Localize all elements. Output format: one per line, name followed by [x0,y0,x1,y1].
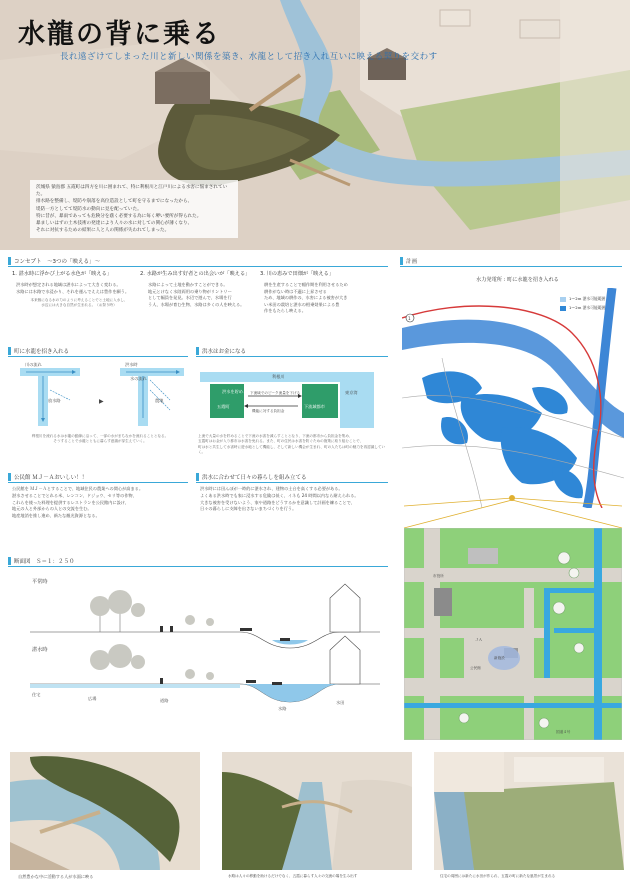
blog-heading: 公民館 ＭＪ－Ａおいしい！！ [8,472,87,481]
legend-item-1: 1～2ｍ 湛水可能範囲 [560,305,605,311]
living-heading: 洪水に合わせて日々の暮らしを組み立てる [196,472,307,481]
flood-label: 湛水時 [32,647,48,653]
river-diagram-heading: 町に水龍を招き入れる [8,346,69,355]
zoom-connector [402,500,624,530]
blog-rule [8,482,188,483]
flood-sea-label: 東京湾 [345,390,358,395]
concept-3-body: 耕を生産することで稲作期を利用させるため 耕作がない時は不適に上昇させる ため、地域の耕作の、水害による被害が大き い米田の栽培と湛水の相乗効果による豊 作をもたらし映える。 [264,282,348,314]
photo-caption-2: 水路は人々の移動を助けるだけでなく、五霞に暮らす人々の交流の場を生み出す [228,874,358,878]
flood-flow-label-0: 洪水を貯める [222,389,248,394]
concept-2-label: 2. 水路が生み出す好者との出会いが「映える」 [140,271,251,277]
map-marker: 1 [408,316,411,321]
hero-photo [0,0,630,250]
river-label-1: 洪水時 [125,362,138,367]
flood-diagram [200,366,386,428]
map-heading: 計画 [400,256,417,265]
detail-label-3: 公民館 [470,666,481,670]
photo-2 [222,752,412,870]
river-label-0: 川の流れ [25,362,42,367]
flood-diagram-heading: 洪水はお金になる [196,346,246,355]
detail-label-1: ＪＡ [475,638,483,642]
legend-item-0: 1～2ｍ 湛水可能範囲 [560,296,605,302]
concept-1-body: 洪水時が想定される地域は湛水によって大きく変わる。 水路には水路で水浸かり、それを運んでええは豊作を願う。 [16,282,130,294]
concept-3-label: 3. 川の恵みで田畑が「映える」 [260,271,335,277]
flood-flow-label-2: 機能に対する負担金 [252,409,285,413]
living-rule [196,482,388,483]
flood-section [30,636,380,702]
flood-town-label: 五霞町 [217,404,230,409]
normal-label: 平常時 [32,579,48,585]
section-bottom-2: 道路 [160,698,169,703]
detail-label-4: 国道４号 [556,730,571,734]
living-body: 洪水時には田んぼが一時的に湛水され、建物の土台を高くする必要がある。 よくある洪水時でも家に浸水する危険は低く、イネも 24 時間以内なら耐えられる。 大きな被害を受けないよう、家や道路をどうするかを意識して計画を練ることで、 日々の暮らしに支障を出さないまちづくりを行う。 [200,486,359,512]
flood-diagram-rule [196,356,388,357]
river-diagram-caption: 利根川を流れる水は水龍の動線に沿って、一部の水がまちなかを流れることとなる。 そうすることで水龍とともに暮らす意識が芽生えていく。 [31,434,169,444]
detail-map [404,528,622,740]
river-diagram-rule [8,356,188,357]
section-drawing [10,580,390,730]
section-bottom-4: 水田 [336,700,345,705]
flood-city-label: 下流域都市 [304,404,325,409]
river-label-2: 水の流れ [130,376,147,381]
river-diagram [20,360,190,430]
river-arrow: ▶ [99,398,104,405]
photo-caption-3: 住宅の周囲には新たに水田が作られ、五霞の町に新たな風景が生まれる [440,874,556,878]
page-title: 水龍の背に乗る [18,19,221,50]
map-legend [560,296,605,314]
concept-1-note: 本来個になる水の力のように考えることでと土地に入水し、 水辺には大きな自然が生まれる。（お祭り時） [30,298,128,308]
flood-flow-label-1: 下流域でのピーク流量を下げる [250,391,301,395]
section-bottom-1: 広場 [88,696,97,701]
concept-2-body: 水路によって土地を動かすことができる。 地元とけなく水陸両用の乗り物がリントリー として幅員を発見。水辺で遊んで、水場を行 う人、水場が育む生物、水路は多くの人を映える。 [148,282,245,307]
detail-label-0: 市役所 [433,574,444,578]
river-label-3: 放水路 [48,398,61,403]
photo-caption-1: 自然豊かな中に活動する人が水面に映る [18,874,94,879]
photo-3 [434,752,624,870]
map-title: 水力発電所 : 町に水龍を招き入れる [476,277,559,283]
page-subtitle: 長れ遠ざけてしまった川と新しい関係を築き、水龍として招き入れ互いに映える契りを交わす [60,52,438,62]
section-heading: 断面図 Ｓ＝１：２５０ [8,556,75,565]
intro-text-box [30,180,238,238]
concept-rule [8,266,388,267]
flood-map [402,288,624,508]
section-bottom-3: 水路 [278,706,287,711]
flood-river-label: 利根川 [272,374,285,379]
river-label-4: 農地 [155,398,164,403]
concept-1-label: 1. 湛水時に浮かび上がる水色が「映える」 [12,271,112,277]
intro-text: 茨城県 猿島郡 五霞町は四方を川に囲まれて、特に利根川と江戸川による水害に悩まされていた。 排水路を整備し、堤防や崩落を高位造設として町を守るまでになったから、 堤防一方としてて堤防水の動向に見を配っていた。 特に昔が、暴雨であっても危険分を蔭く必要する為に毎く堺い要所が得られた。 暴ましいはずの土木技術の発達により人々の水に対しての関心が薄くなり、 それに対抗するための結果に人と人の関係が失われてしまった。 [36,185,228,234]
section-rule [8,566,388,567]
photo-1 [10,752,200,870]
map-rule [400,266,622,267]
detail-label-2: 新施設 [494,656,505,660]
concept-heading: コンセプト ～3つの「映える」～ [8,256,100,265]
flood-diagram-caption: 上流で大量の水を貯めることで下流の水害を減らすこととなり、下流の都市から負担金を集め、 五霞町はお金が入り都市は水害を免れる。また、町の住民は水害を防ぐための施策に取り組むことで、 町は水と共生して水害時に遊水地として機能し、そして新しい機会が生まれ、町の人たちは町の魅力を再認識していく。 [198,434,386,455]
section-bottom-0: 住宅 [32,692,41,697]
normal-section [30,584,380,648]
blog-body: 公民館を ＭＪ－Ａとすることで、地域住民の農業への関心が高まる。 湛水させることでとれる米、レンコン、ドジョウ、セリ等の作物、 これらを使った料理を提供するレストランを公民館内に設け、 地元の人と外部からの人との交流を生む。 地産地消を推し進め、新たな観光資源となる。 [12,486,144,519]
